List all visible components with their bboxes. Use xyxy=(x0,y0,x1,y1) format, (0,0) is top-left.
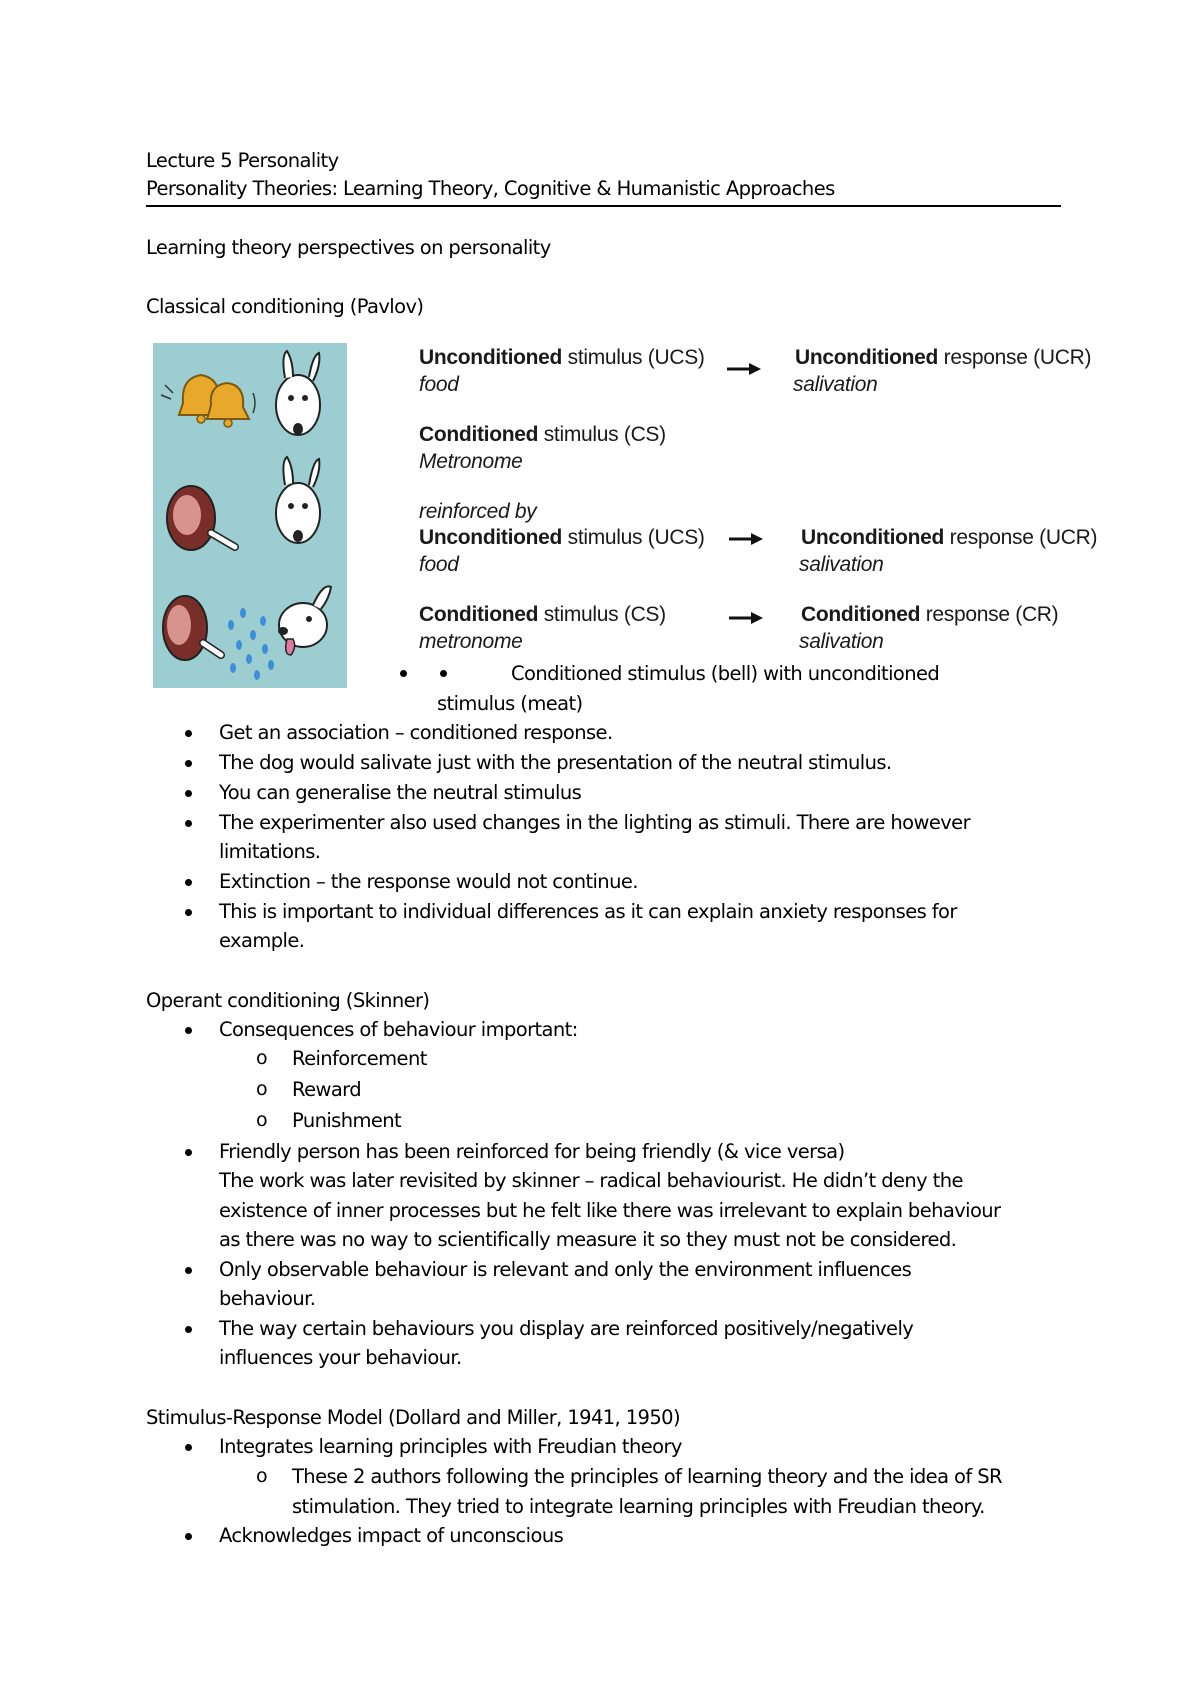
arrow-icon xyxy=(729,611,763,625)
salivation-drops-icon xyxy=(228,608,274,680)
sub-bullet-circle: o xyxy=(256,1047,268,1069)
list-item: The dog would salivate just with the presentation of the neutral stimulus. xyxy=(219,751,892,774)
bullet-dot xyxy=(185,1027,192,1034)
list-item-cont: example. xyxy=(219,929,305,952)
dog-head-icon xyxy=(276,457,320,543)
list-item: Only observable behaviour is relevant and only the environment influences xyxy=(219,1258,912,1281)
bullet-dot xyxy=(440,670,447,677)
cs-label-2: Conditioned stimulus (CS) xyxy=(419,603,666,626)
list-item-cont: existence of inner processes but he felt like there was irrelevant to explain behaviour xyxy=(219,1199,1001,1222)
section-heading-operant: Operant conditioning (Skinner) xyxy=(146,989,430,1012)
lecture-title: Lecture 5 Personality xyxy=(146,149,339,172)
list-item: Consequences of behaviour important: xyxy=(219,1018,578,1041)
list-item: Get an association – conditioned response. xyxy=(219,721,613,744)
cs-sub-2: metronome xyxy=(419,630,523,653)
list-item-cont: The work was later revisited by skinner – radical behaviourist. He didn’t deny the xyxy=(219,1169,963,1192)
list-item-cont: limitations. xyxy=(219,840,321,863)
bullet-dot xyxy=(185,879,192,886)
meat-icon xyxy=(163,596,221,660)
title-underline xyxy=(146,205,1061,207)
ucs-label-1: Unconditioned stimulus (UCS) xyxy=(419,346,705,369)
list-item: Conditioned stimulus (bell) with unconditioned xyxy=(511,662,940,685)
ucr-sub-2: salivation xyxy=(799,553,884,576)
sub-bullet-circle: o xyxy=(256,1078,268,1100)
meat-icon xyxy=(167,486,235,550)
sub-bullet-circle: o xyxy=(256,1109,268,1131)
lecture-subtitle: Personality Theories: Learning Theory, Cognitive & Humanistic Approaches xyxy=(146,177,835,200)
arrow-icon xyxy=(729,532,763,546)
bullet-dot xyxy=(185,1444,192,1451)
list-item: The way certain behaviours you display are reinforced positively/negatively xyxy=(219,1317,914,1340)
ucs-sub-2: food xyxy=(419,553,459,576)
sub-list-item: Reward xyxy=(292,1078,362,1101)
list-item: The experimenter also used changes in the lighting as stimuli. There are however xyxy=(219,811,970,834)
ucr-sub-1: salivation xyxy=(793,373,878,396)
list-item-cont: stimulus (meat) xyxy=(437,692,583,715)
pavlov-illustration xyxy=(153,343,347,688)
ucr-label-2: Unconditioned response (UCR) xyxy=(801,526,1098,549)
list-item: You can generalise the neutral stimulus xyxy=(219,781,582,804)
bullet-dot xyxy=(185,1533,192,1540)
cr-label: Conditioned response (CR) xyxy=(801,603,1059,626)
cr-sub: salivation xyxy=(799,630,884,653)
list-item: This is important to individual differences as it can explain anxiety responses for xyxy=(219,900,957,923)
arrow-icon xyxy=(727,362,761,376)
ucr-label-1: Unconditioned response (UCR) xyxy=(795,346,1092,369)
bullet-dot xyxy=(185,760,192,767)
sub-list-item-cont: stimulation. They tried to integrate learning principles with Freudian theory. xyxy=(292,1495,985,1518)
ucs-sub-1: food xyxy=(419,373,459,396)
sub-list-item: Reinforcement xyxy=(292,1047,427,1070)
ucs-label-2: Unconditioned stimulus (UCS) xyxy=(419,526,705,549)
list-item: Integrates learning principles with Freudian theory xyxy=(219,1435,682,1458)
sub-list-item: These 2 authors following the principles of learning theory and the idea of SR xyxy=(292,1465,1002,1488)
reinforced-by-label: reinforced by xyxy=(419,500,537,523)
sub-bullet-circle: o xyxy=(256,1465,268,1487)
list-item: Acknowledges impact of unconscious xyxy=(219,1524,564,1547)
cs-sub-1: Metronome xyxy=(419,450,523,473)
cs-label-1: Conditioned stimulus (CS) xyxy=(419,423,666,446)
sub-list-item: Punishment xyxy=(292,1109,402,1132)
bullet-dot xyxy=(185,730,192,737)
bullet-dot xyxy=(185,1149,192,1156)
list-item-cont: behaviour. xyxy=(219,1287,316,1310)
section-heading-classical: Classical conditioning (Pavlov) xyxy=(146,295,424,318)
dog-head-icon xyxy=(278,586,331,655)
section-heading-sr-model: Stimulus-Response Model (Dollard and Miller, 1941, 1950) xyxy=(146,1406,680,1429)
bullet-dot xyxy=(185,1267,192,1274)
list-item: Friendly person has been reinforced for being friendly (& vice versa) xyxy=(219,1140,845,1163)
dog-head-icon xyxy=(276,351,320,435)
bullet-dot xyxy=(400,670,407,677)
section-heading-learning-theory: Learning theory perspectives on personality xyxy=(146,236,551,259)
bullet-dot xyxy=(185,1326,192,1333)
bullet-dot xyxy=(185,790,192,797)
bell-icon xyxy=(161,375,255,427)
bullet-dot xyxy=(185,820,192,827)
list-item-cont: influences your behaviour. xyxy=(219,1346,462,1369)
list-item: Extinction – the response would not continue. xyxy=(219,870,638,893)
list-item-cont: as there was no way to scientifically measure it so they must not be considered. xyxy=(219,1228,957,1251)
bullet-dot xyxy=(185,909,192,916)
pavlov-illustration-svg xyxy=(153,343,347,688)
